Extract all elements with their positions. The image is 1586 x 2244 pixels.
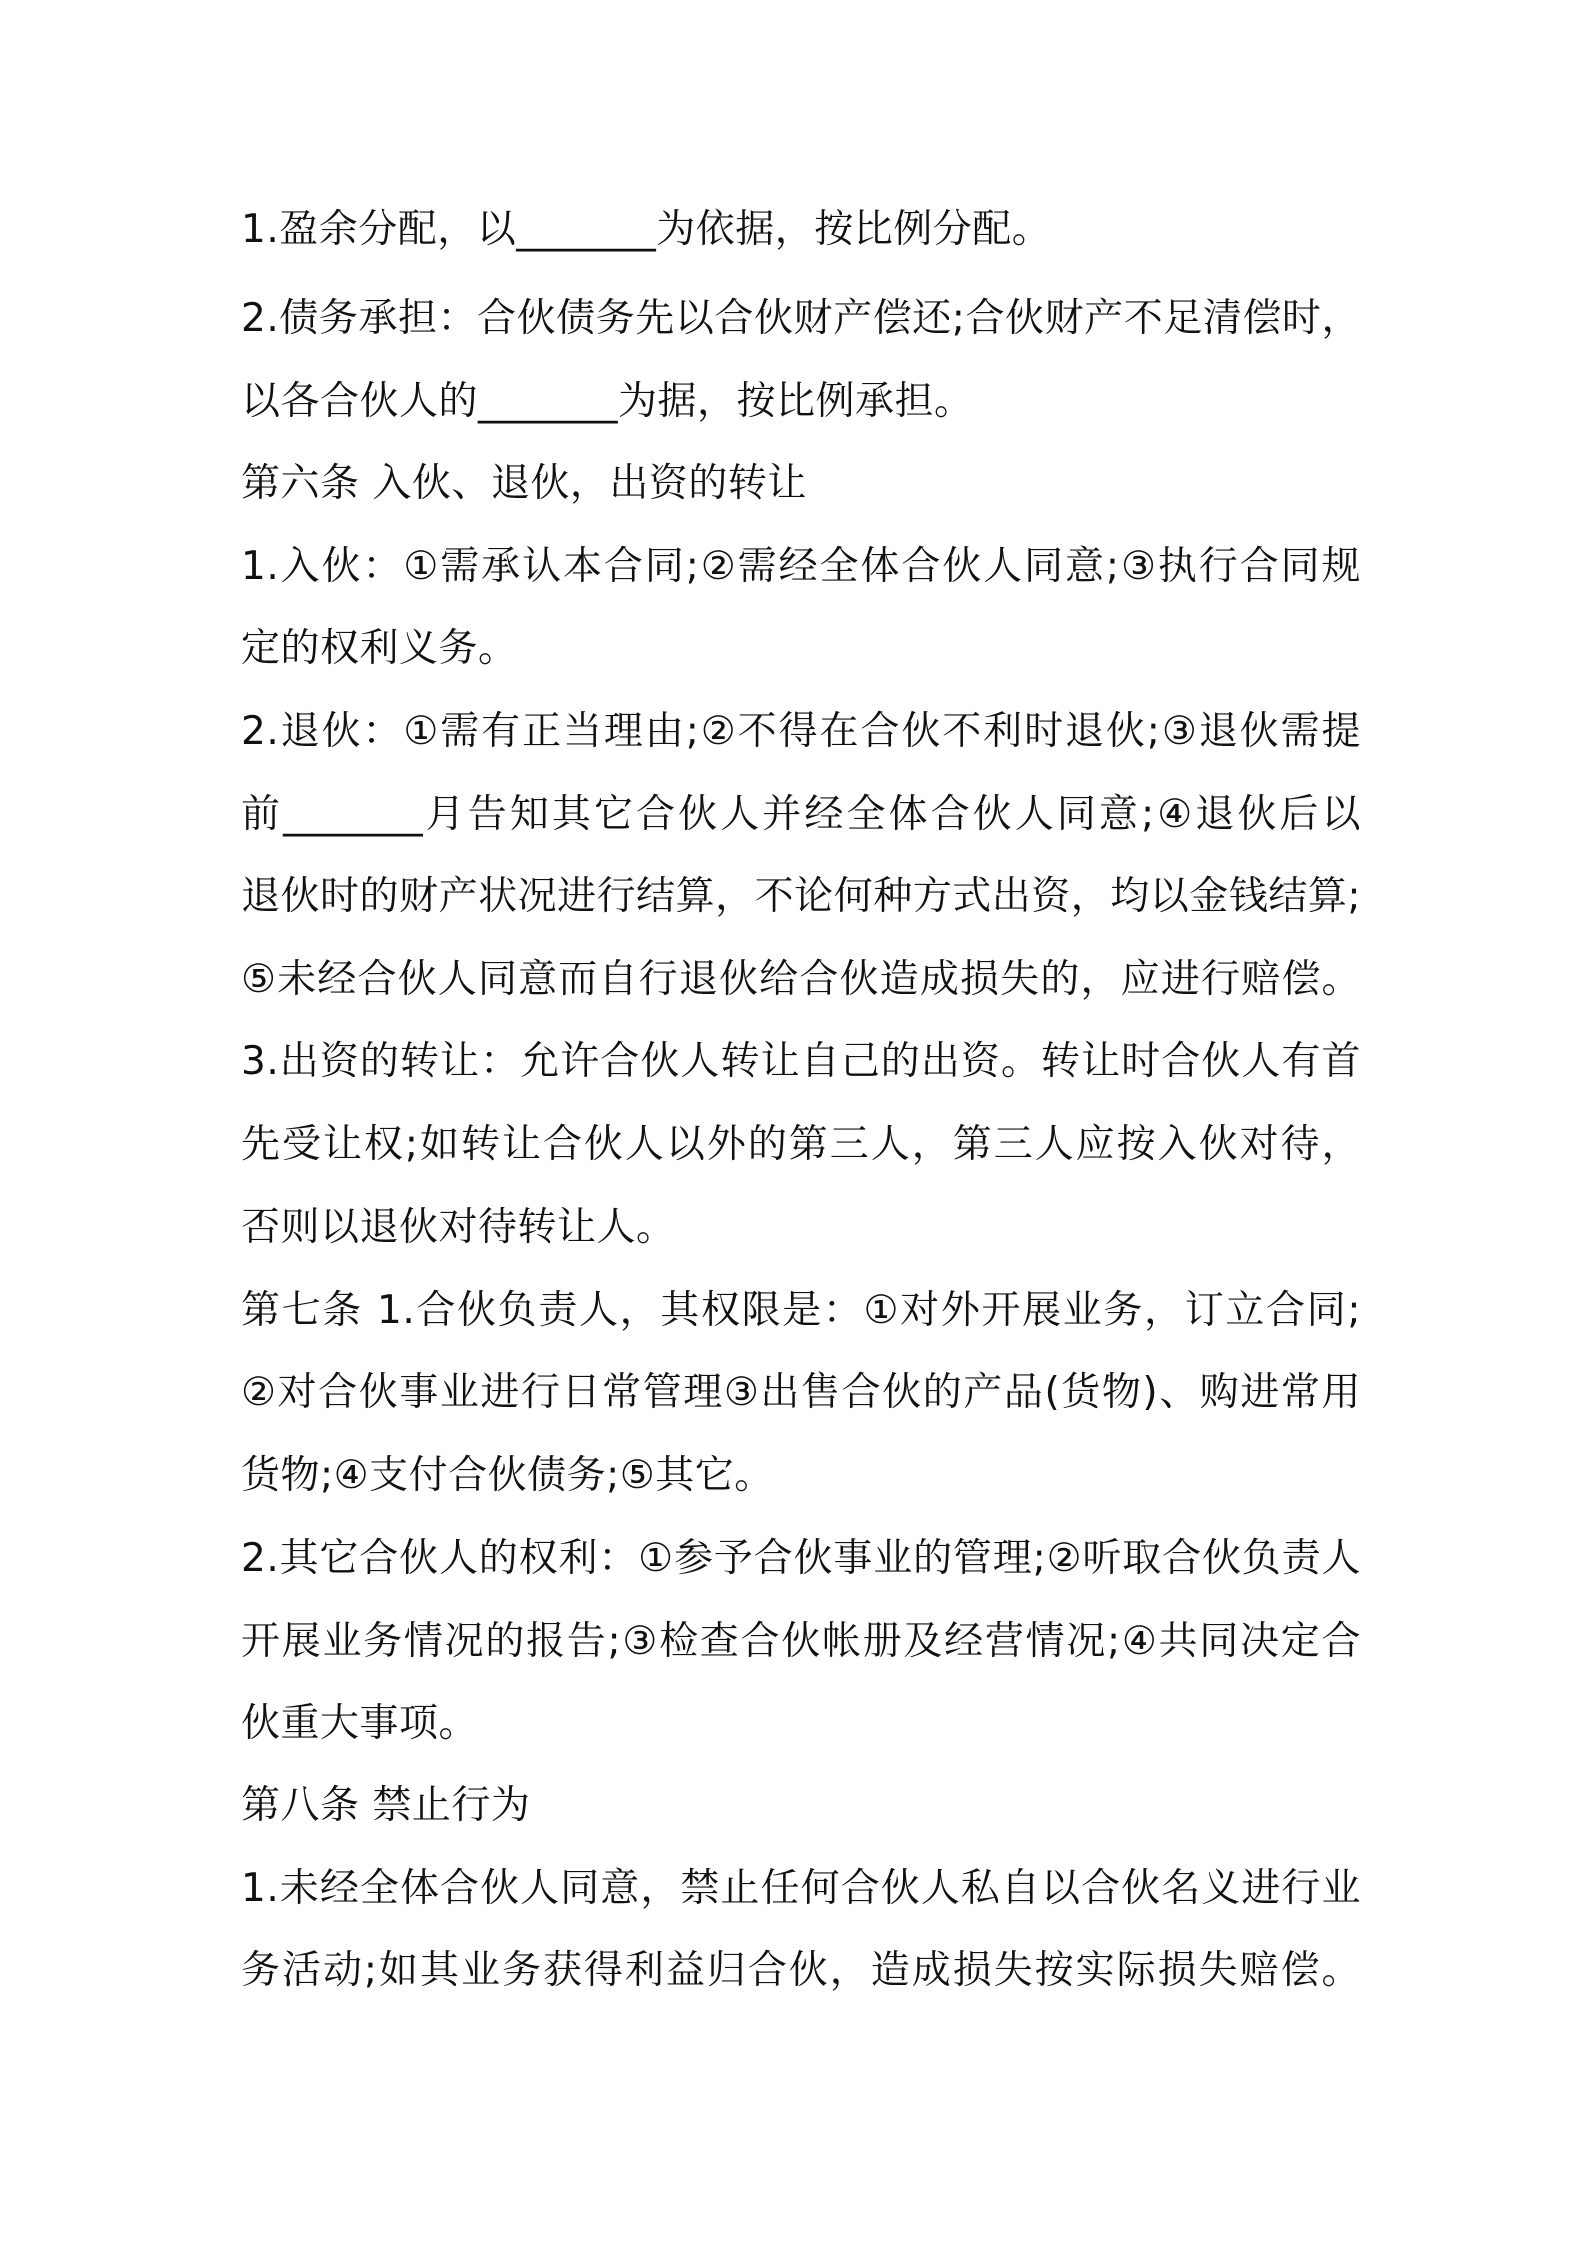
text-line: 前_______月告知其它合伙人并经全体合伙人同意;④退伙后以 [241, 792, 1361, 837]
text-line-partner-rights: 2.其它合伙人的权利：①参予合伙事业的管理;②听取合伙负责人 [241, 1536, 1361, 1581]
text-line-debt-bearing: 2.债务承担：合伙债务先以合伙财产偿还;合伙财产不足清偿时， [241, 296, 1361, 341]
text-line: 伙重大事项。 [241, 1701, 479, 1746]
article-heading-8: 第八条 禁止行为 [241, 1783, 531, 1828]
text-line: ⑤未经合伙人同意而自行退伙给合伙造成损失的，应进行赔偿。 [241, 957, 1361, 1002]
text-line-profit-distribution: 1.盈余分配，以_______为依据，按比例分配。 [241, 207, 1052, 252]
text-line: 务活动;如其业务获得利益归合伙，造成损失按实际损失赔偿。 [241, 1948, 1361, 1993]
text-line-prohibited-acts: 1.未经全体合伙人同意，禁止任何合伙人私自以合伙名义进行业 [241, 1866, 1361, 1911]
text-line-capital-transfer: 3.出资的转让：允许合伙人转让自己的出资。转让时合伙人有首 [241, 1039, 1361, 1084]
article-heading-7: 第七条 1.合伙负责人，其权限是：①对外开展业务，订立合同; [241, 1288, 1361, 1333]
text-line: 货物;④支付合伙债务;⑤其它。 [241, 1453, 774, 1498]
text-line-joining: 1.入伙：①需承认本合同;②需经全体合伙人同意;③执行合同规 [241, 544, 1361, 589]
text-line: 退伙时的财产状况进行结算，不论何种方式出资，均以金钱结算; [241, 874, 1361, 919]
text-line: 定的权利义务。 [241, 626, 518, 671]
text-line: ②对合伙事业进行日常管理③出售合伙的产品(货物)、购进常用 [241, 1370, 1361, 1415]
article-heading-6: 第六条 入伙、退伙，出资的转让 [241, 461, 807, 506]
text-line-withdrawal: 2.退伙：①需有正当理由;②不得在合伙不利时退伙;③退伙需提 [241, 709, 1361, 754]
text-line: 以各合伙人的_______为据，按比例承担。 [241, 379, 974, 424]
text-line: 先受让权;如转让合伙人以外的第三人，第三人应按入伙对待， [241, 1122, 1361, 1167]
text-line: 否则以退伙对待转让人。 [241, 1205, 676, 1250]
text-line: 开展业务情况的报告;③检查合伙帐册及经营情况;④共同决定合 [241, 1619, 1361, 1664]
